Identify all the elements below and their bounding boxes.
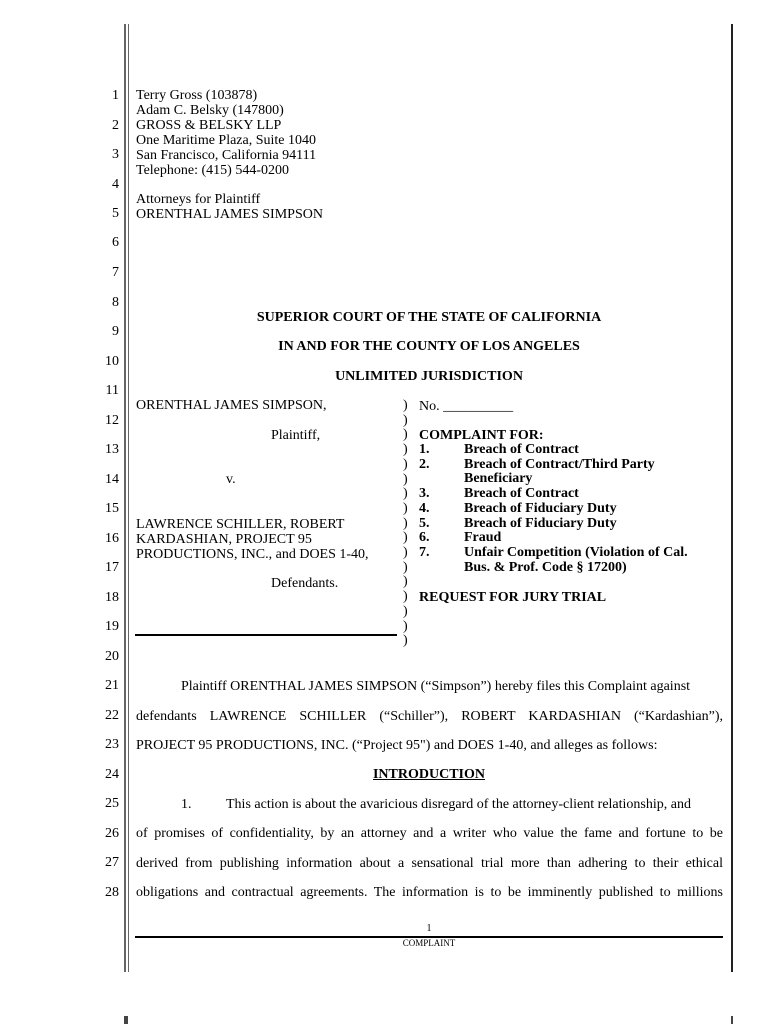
section-heading-introduction: INTRODUCTION (372, 767, 485, 782)
claim-item: 5. Breach of Fiduciary Duty (419, 515, 617, 531)
claim-item: 7. Unfair Competition (Violation of Cal. (419, 544, 688, 560)
complaint-for-heading: COMPLAINT FOR: (419, 428, 544, 443)
attorneys-for (136, 192, 323, 222)
line-number: 18 (105, 590, 119, 605)
intro-paragraph-line: PROJECT 95 PRODUCTIONS, INC. (“Project 95") and DOES 1-40, and alleges as follows: (136, 738, 658, 753)
defendants-names (136, 517, 369, 562)
line-number: 14 (105, 472, 119, 487)
line-number: 20 (105, 649, 119, 664)
intro-paragraph-line: Plaintiff ORENTHAL JAMES SIMPSON (“Simpson”) hereby files this Complaint against (181, 679, 691, 694)
defendants-line: PRODUCTIONS, INC., and DOES 1-40, (136, 547, 369, 562)
court-title-2: IN AND FOR THE COUNTY OF LOS ANGELES (278, 339, 580, 354)
attorneys-role: Attorneys for Plaintiff (136, 192, 261, 207)
line-number: 2 (112, 118, 119, 133)
claim-item: 1. Breach of Contract (419, 442, 579, 457)
line-number: 9 (112, 324, 119, 339)
defendants-label: Defendants. (271, 576, 339, 591)
paragraph-1-line: derived from publishing information about a sensational trial more than adhering to their ethical (136, 856, 723, 871)
line-number: 23 (105, 737, 119, 752)
line-number: 26 (105, 826, 119, 841)
counsel-line: GROSS & BELSKY LLP (136, 118, 282, 133)
claim-item: Beneficiary (464, 471, 533, 487)
line-number: 5 (112, 206, 119, 221)
counsel-block (136, 88, 316, 178)
page-number: 1 (426, 923, 432, 934)
claim-item: 6. Fraud (419, 530, 502, 546)
line-number: 22 (105, 708, 119, 723)
caption-paren-column: ) ) ) ) ) ) ) ) ) ) ) ) ) ) ) ) ) (403, 398, 408, 649)
claim-item: 4. Breach of Fiduciary Duty (419, 500, 617, 516)
line-number: 27 (105, 855, 119, 870)
counsel-line: San Francisco, California 94111 (136, 148, 317, 163)
line-number: 16 (105, 531, 119, 546)
line-number: 25 (105, 796, 119, 811)
jury-request: REQUEST FOR JURY TRIAL (419, 590, 607, 605)
counsel-line: Telephone: (415) 544-0200 (136, 163, 289, 178)
attorneys-client: ORENTHAL JAMES SIMPSON (136, 207, 323, 222)
line-number: 7 (112, 265, 119, 280)
claim-item: 2. Breach of Contract/Third Party (419, 456, 655, 472)
right-margin-rule (731, 24, 733, 972)
versus: v. (226, 472, 236, 487)
next-page-rule-right (731, 1016, 733, 1024)
paragraph-number: 1. (181, 797, 192, 812)
plaintiff-name: ORENTHAL JAMES SIMPSON, (136, 398, 327, 413)
line-number: 4 (112, 177, 119, 192)
line-number: 17 (105, 560, 119, 575)
paragraph-1-line: obligations and contractual agreements. The information is to be imminently published to millions (136, 885, 723, 900)
footer-title: COMPLAINT (402, 938, 456, 948)
intro-paragraph-line: defendants LAWRENCE SCHILLER (“Schiller”), ROBERT KARDASHIAN (“Kardashian”), (136, 709, 723, 724)
court-title-3: UNLIMITED JURISDICTION (335, 369, 523, 384)
line-number: 19 (105, 619, 119, 634)
line-number: 12 (105, 413, 119, 428)
line-number: 28 (105, 885, 119, 900)
line-number: 3 (112, 147, 119, 162)
case-number: No. __________ (419, 399, 514, 414)
paragraph-1-line: This action is about the avaricious disregard of the attorney-client relationship, and (226, 797, 691, 812)
line-number: 6 (112, 235, 119, 250)
claims-list (419, 443, 688, 575)
line-number: 8 (112, 295, 119, 310)
line-number: 11 (105, 383, 119, 398)
defendants-line: KARDASHIAN, PROJECT 95 (136, 532, 312, 547)
counsel-line: Terry Gross (103878) (136, 88, 258, 103)
counsel-line: One Maritime Plaza, Suite 1040 (136, 133, 317, 148)
line-number: 1 (112, 88, 119, 103)
court-title-1: SUPERIOR COURT OF THE STATE OF CALIFORNIA (256, 310, 602, 325)
line-number: 13 (105, 442, 119, 457)
line-number: 15 (105, 501, 119, 516)
left-margin-rule (124, 24, 126, 972)
paragraph-1-line: of promises of confidentiality, by an attorney and a writer who value the fame and fortune to be (136, 826, 723, 841)
next-page-rule-left (124, 1016, 128, 1024)
left-margin-rule-inner (128, 24, 129, 972)
line-number: 21 (105, 678, 119, 693)
claim-item: 3. Breach of Contract (419, 486, 579, 502)
plaintiff-label: Plaintiff, (271, 428, 321, 443)
line-number: 24 (105, 767, 119, 782)
line-number: 10 (105, 354, 119, 369)
counsel-line: Adam C. Belsky (147800) (136, 103, 284, 118)
claim-item: Bus. & Prof. Code § 17200) (464, 559, 627, 575)
defendants-line: LAWRENCE SCHILLER, ROBERT (136, 517, 345, 532)
caption-underline (135, 634, 397, 636)
